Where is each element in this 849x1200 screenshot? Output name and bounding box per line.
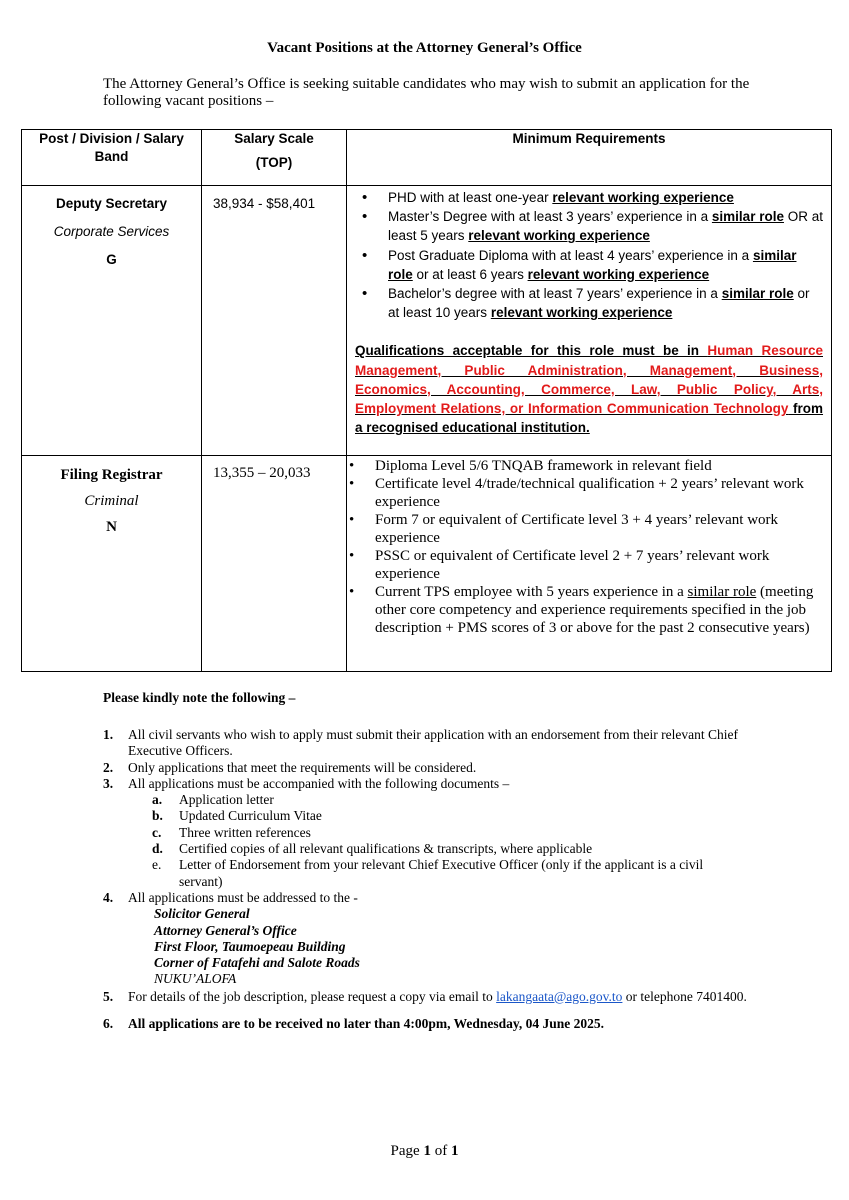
list-item: c. Three written references [152, 824, 311, 840]
header-post-line2: Band [94, 149, 129, 164]
list-item: 5. For details of the job description, please request a copy via email to lakangaata@ago.gov.to or telephone 7401400. [103, 988, 747, 1004]
list-item: • PHD with at least one-year relevant working experience [347, 188, 823, 207]
list-item: • Bachelor’s degree with at least 7 years’ experience in a similar role or at least 10 years relevant working experience [347, 284, 823, 322]
table-header-row [22, 130, 832, 186]
address-line: First Floor, Taumoepeau Building [154, 938, 346, 954]
post-name: Filing Registrar [60, 467, 163, 483]
address-line: Attorney General’s Office [154, 922, 297, 938]
address-line: Solicitor General [154, 906, 250, 922]
header-requirements [347, 130, 832, 186]
address-line: Corner of Fatafehi and Salote Roads [154, 955, 360, 971]
post-cell [22, 456, 202, 672]
list-item: • Post Graduate Diploma with at least 4 years’ experience in a similar role or at least 6 years relevant working experience [347, 246, 823, 284]
requirements-list [347, 188, 823, 322]
table-row [22, 456, 832, 672]
post-band: G [106, 252, 117, 267]
header-salary-line1: Salary Scale [234, 131, 314, 146]
list-item: • Master’s Degree with at least 3 years’ experience in a similar role OR at least 5 years relevant working experience [347, 207, 823, 245]
intro-paragraph: The Attorney General’s Office is seeking suitable candidates who may wish to submit an application for the following vacant positions – [103, 76, 750, 109]
header-post-line1: Post / Division / Salary [39, 131, 184, 146]
post-division: Criminal [84, 493, 139, 509]
mailing-address [103, 906, 748, 987]
email-link[interactable]: lakangaata@ago.gov.to [496, 988, 623, 1004]
list-item: b. Updated Curriculum Vitae [152, 808, 322, 824]
list-item: • Certificate level 4/trade/technical qualification + 2 years’ relevant work experience [334, 475, 823, 511]
list-item: e. Letter of Endorsement from your relevant Chief Executive Officer (only if the applicant is a civil servant) [152, 857, 704, 889]
page-number: Page 1 of 1 [390, 1143, 459, 1159]
notes-list [103, 727, 748, 1032]
list-item: 1. All civil servants who wish to apply must submit their application with an endorsement from their relevant Chief Executive Officers. [103, 727, 738, 759]
requirements-cell [347, 456, 832, 672]
address-line: NUKU’ALOFA [154, 971, 237, 987]
header-salary [202, 130, 347, 186]
requirements-list [334, 457, 823, 637]
document-title: Vacant Positions at the Attorney General’s Office [267, 40, 582, 56]
vacancies-table [21, 129, 832, 672]
salary-cell [202, 186, 347, 456]
list-item: d. Certified copies of all relevant qualifications & transcripts, where applicable [152, 841, 593, 857]
salary-value: 38,934 - $58,401 [213, 196, 316, 211]
list-item: 2. Only applications that meet the requirements will be considered. [103, 759, 477, 775]
post-band: N [106, 519, 117, 535]
requirements-cell [347, 186, 832, 456]
list-item: 3. All applications must be accompanied with the following documents – [103, 775, 510, 791]
notes-heading: Please kindly note the following – [103, 690, 296, 705]
header-salary-line2: (TOP) [255, 155, 293, 170]
list-item: • Current TPS employee with 5 years experience in a similar role (meeting other core competency and experience requirements specified in the job description + PMS scores of 3 or above for the past 2 consecutive years) [334, 583, 823, 637]
post-cell [22, 186, 202, 456]
salary-cell [202, 456, 347, 672]
table-row [22, 186, 832, 456]
list-item: 4. All applications must be addressed to the - [103, 889, 358, 905]
list-item: a. Application letter [152, 792, 274, 808]
post-name: Deputy Secretary [55, 196, 168, 211]
list-item: • PSSC or equivalent of Certificate level 2 + 7 years’ relevant work experience [334, 547, 823, 583]
list-item: 6. All applications are to be received no later than 4:00pm, Wednesday, 04 June 2025. [103, 1015, 605, 1031]
documents-sublist [103, 792, 748, 890]
header-post [22, 130, 202, 186]
salary-value: 13,355 – 20,033 [213, 465, 311, 481]
post-division: Corporate Services [53, 224, 170, 239]
qualifications-note: Qualifications acceptable for this role must be in Human Resource Management, Public Administration, Management, Business, Economics, Accounting, Commerce, Law, Public Policy, Arts, Employment Relations, or Information Communication Technology from a recognised educational institution. [355, 343, 824, 436]
list-item: • Diploma Level 5/6 TNQAB framework in relevant field [334, 457, 823, 475]
header-requirements-label: Minimum Requirements [512, 131, 666, 146]
list-item: • Form 7 or equivalent of Certificate level 3 + 4 years’ relevant work experience [334, 511, 823, 547]
